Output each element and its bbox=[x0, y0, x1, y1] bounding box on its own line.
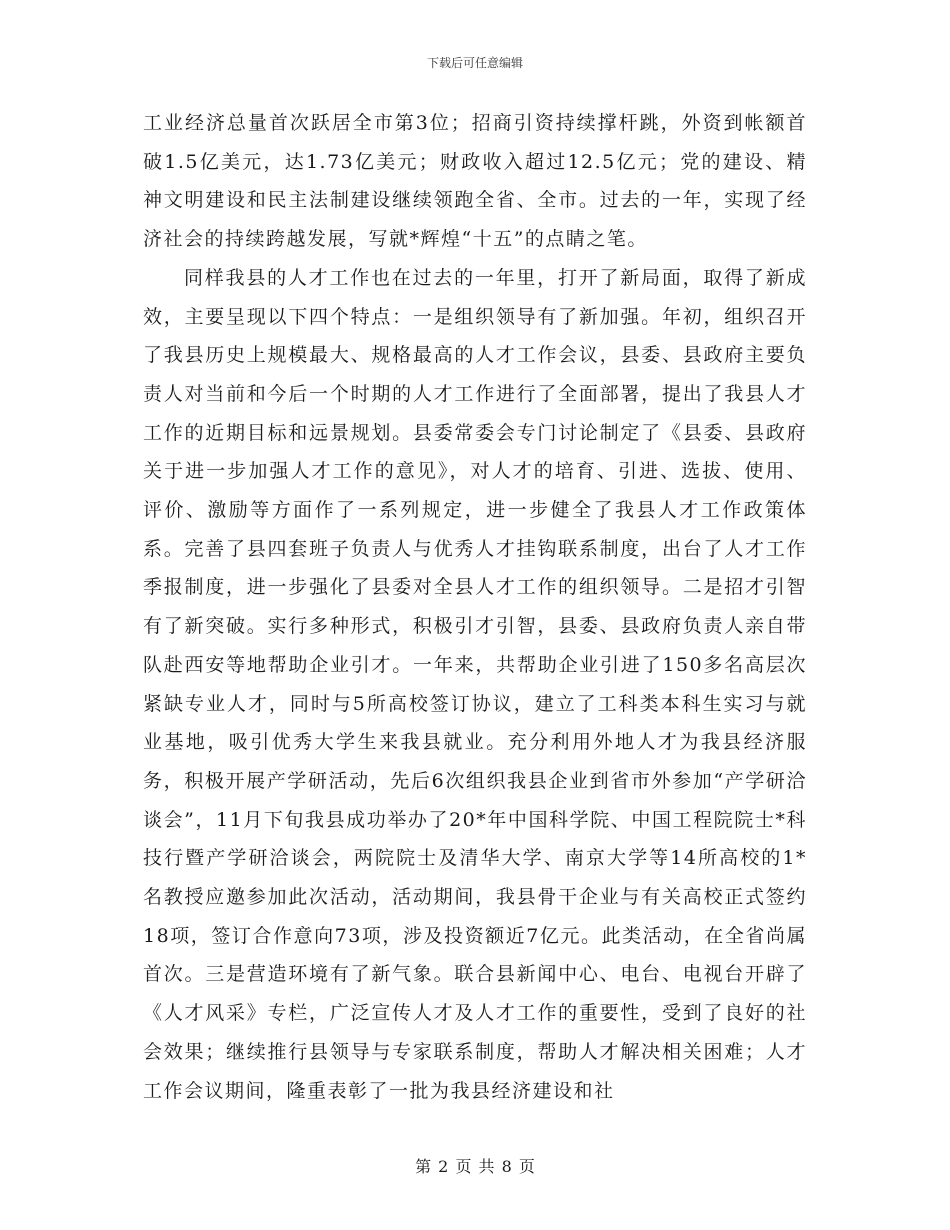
page-number: 第 2 页 共 8 页 bbox=[415, 1157, 535, 1176]
document-body bbox=[143, 104, 807, 1110]
page-header: 下载后可任意编辑 bbox=[426, 56, 523, 70]
paragraph-continuation: 工业经济总量首次跃居全市第3位；招商引资持续撑杆跳，外资到帐额首破1.5亿美元，达1.73亿美元；财政收入超过12.5亿元；党的建设、精神文明建设和民主法制建设继续领跑全省、全市。过去的一年，实现了经济社会的持续跨越发展，写就*辉煌“十五”的点睛之笔。 bbox=[143, 112, 807, 251]
paragraph-talent-work: 同样我县的人才工作也在过去的一年里，打开了新局面，取得了新成效，主要呈现以下四个特点：一是组织领导有了新加强。年初，组织召开了我县历史上规模最大、规格最高的人才工作会议，县委、县政府主要负责人对当前和今后一个时期的人才工作进行了全面部署，提出了我县人才工作的近期目标和远景规划。县委常委会专门讨论制定了《县委、县政府关于进一步加强人才工作的意见》，对人才的培育、引进、选拔、使用、评价、激励等方面作了一系列规定，进一步健全了我县人才工作政策体系。完善了县四套班子负责人与优秀人才挂钩联系制度，出台了人才工作季报制度，进一步强化了县委对全县人才工作的组织领导。二是招才引智有了新突破。实行多种形式，积极引才引智，县委、县政府负责人亲自带队赴西安等地帮助企业引才。一年来，共帮助企业引进了150多名高层次紧缺专业人才，同时与5所高校签订协议，建立了工科类本科生实习与就业基地，吸引优秀大学生来我县就业。充分利用外地人才为我县经济服务，积极开展产学研活动，先后6次组织我县企业到省市外参加“产学研洽谈会”，11月下旬我县成功举办了20*年中国科学院、中国工程院院士*科技行暨产学研洽谈会，两院院士及清华大学、南京大学等14所高校的1*名教授应邀参加此次活动，活动期间，我县骨干企业与有关高校正式签约18项，签订合作意向73项，涉及投资额近7亿元。此类活动，在全省尚属首次。三是营造环境有了新气象。联合县新闻中心、电台、电视台开辟了《人才风采》专栏，广泛宣传人才及人才工作的重要性，受到了良好的社会效果；继续推行县领导与专家联系制度，帮助人才解决相关困难；人才工作会议期间，隆重表彰了一批为我县经济建设和社 bbox=[143, 266, 807, 1102]
